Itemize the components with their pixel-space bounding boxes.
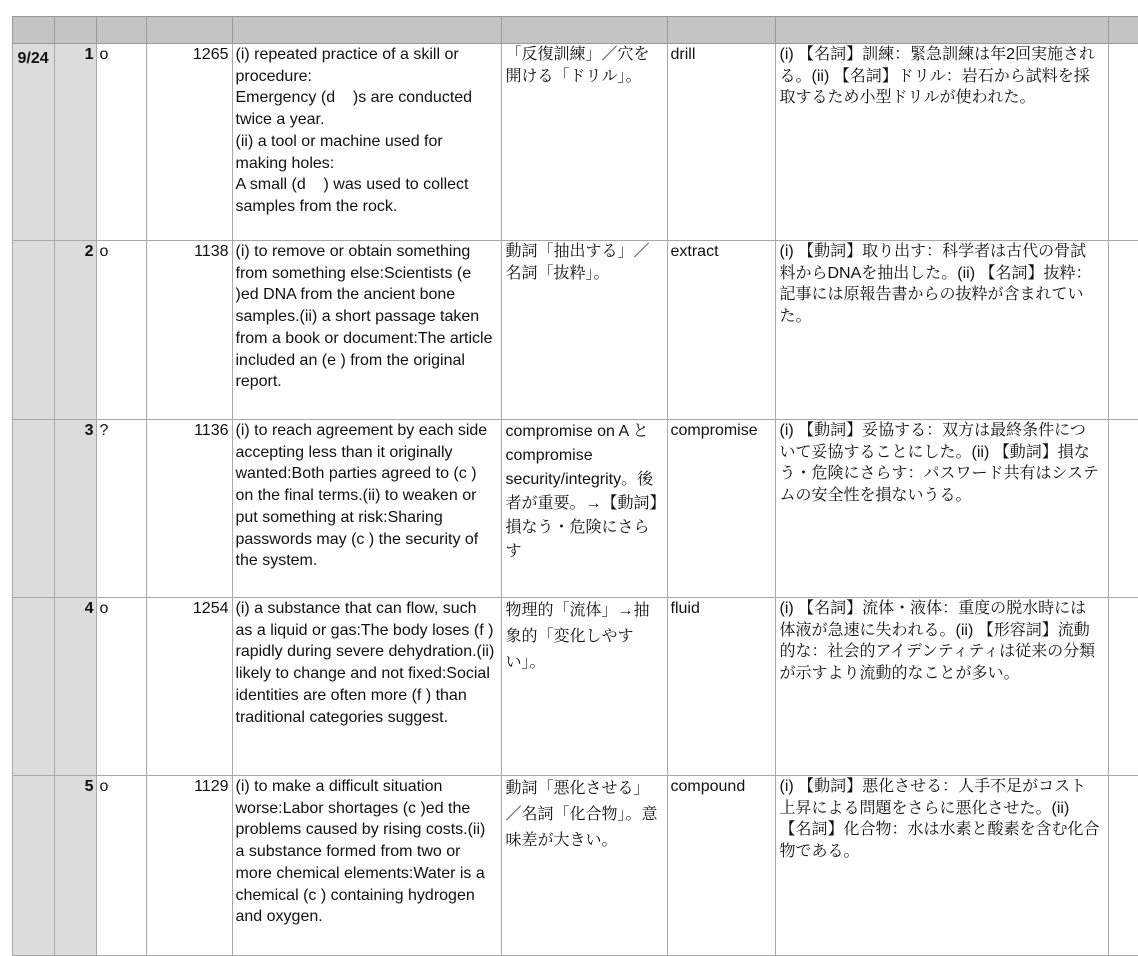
definition-cell[interactable]: (i) to remove or obtain something from something else:Scientists (e )ed DNA from the ancient bone samples.(ii) a short passage taken from a book or document:The article included an (e ) from the original report. (232, 241, 501, 420)
column-header[interactable] (54, 17, 96, 44)
empty-cell[interactable] (1108, 241, 1138, 420)
example-cell[interactable]: (i) 【動詞】悪化させる：人手不足がコスト上昇による問題をさらに悪化させた。(ii) 【名詞】化合物：水は水素と酸素を含む化合物である。 (775, 776, 1108, 956)
table-row (0, 776, 1138, 956)
example-cell[interactable]: (i) 【動詞】妥協する：双方は最終条件について妥協することにした。(ii) 【動詞】損なう・危険にさらす：パスワード共有はシステムの安全性を損ないうる。 (775, 420, 1108, 598)
id-cell[interactable]: 1129 (146, 776, 232, 956)
column-header[interactable] (12, 17, 54, 44)
column-header[interactable] (96, 17, 146, 44)
example-cell[interactable]: (i) 【動詞】取り出す：科学者は古代の骨試料からDNAを抽出した。(ii) 【名詞】抜粋：記事には原報告書からの抜粋が含まれていた。 (775, 241, 1108, 420)
column-header[interactable] (667, 17, 775, 44)
definition-cell[interactable]: (i) repeated practice of a skill or procedure: Emergency (d )s are conducted twice a year. (ii) a tool or machine used for making holes: A small (d ) was used to collect samples from the rock. (232, 44, 501, 241)
date-cell[interactable]: 9/24 (12, 44, 54, 241)
column-header[interactable] (146, 17, 232, 44)
word-cell[interactable]: compromise (667, 420, 775, 598)
column-header[interactable] (1108, 17, 1138, 44)
row-gutter (0, 420, 12, 598)
mark-cell[interactable]: o (96, 44, 146, 241)
id-cell[interactable]: 1254 (146, 598, 232, 776)
id-cell[interactable]: 1138 (146, 241, 232, 420)
number-cell[interactable]: 5 (54, 776, 96, 956)
column-header[interactable] (501, 17, 667, 44)
id-cell[interactable]: 1136 (146, 420, 232, 598)
mark-cell[interactable]: o (96, 776, 146, 956)
date-cell[interactable] (12, 241, 54, 420)
example-cell[interactable]: (i) 【名詞】流体・液体：重度の脱水時には体液が急速に失われる。(ii) 【形容詞】流動的な：社会的アイデンティティは従来の分類が示すより流動的なことが多い。 (775, 598, 1108, 776)
id-cell[interactable]: 1265 (146, 44, 232, 241)
row-gutter (0, 598, 12, 776)
empty-cell[interactable] (1108, 776, 1138, 956)
empty-cell[interactable] (1108, 598, 1138, 776)
definition-cell[interactable]: (i) to make a difficult situation worse:Labor shortages (c )ed the problems caused by rising costs.(ii) a substance formed from two or more chemical elements:Water is a chemical (c ) containing hydrogen and oxygen. (232, 776, 501, 956)
header-row (0, 17, 1138, 44)
note-cell[interactable]: 動詞「悪化させる」／名詞「化合物」。意味差が大きい。 (501, 776, 667, 956)
number-cell[interactable]: 2 (54, 241, 96, 420)
note-cell[interactable]: 「反復訓練」／穴を開ける「ドリル」。 (501, 44, 667, 241)
date-cell[interactable] (12, 420, 54, 598)
table-row (0, 241, 1138, 420)
mark-cell[interactable]: ? (96, 420, 146, 598)
note-cell[interactable]: compromise on A と compromise security/integrity。後者が重要。→【動詞】損なう・危険にさらす (501, 420, 667, 598)
date-cell[interactable] (12, 776, 54, 956)
mark-cell[interactable]: o (96, 241, 146, 420)
top-strip (0, 0, 1138, 16)
table-row (0, 44, 1138, 241)
column-header[interactable] (775, 17, 1108, 44)
empty-cell[interactable] (1108, 420, 1138, 598)
row-gutter (0, 44, 12, 241)
date-cell[interactable] (12, 598, 54, 776)
column-header[interactable] (232, 17, 501, 44)
row-gutter (0, 776, 12, 956)
definition-cell[interactable]: (i) a substance that can flow, such as a liquid or gas:The body loses (f ) rapidly during severe dehydration.(ii) likely to change and not fixed:Social identities are often more (f ) than traditional categories suggest. (232, 598, 501, 776)
note-cell[interactable]: 物理的「流体」→抽象的「変化しやすい」。 (501, 598, 667, 776)
definition-cell[interactable]: (i) to reach agreement by each side accepting less than it originally wanted:Both parties agreed to (c ) on the final terms.(ii) to weaken or put something at risk:Sharing passwords may (c ) the security of the system. (232, 420, 501, 598)
number-cell[interactable]: 3 (54, 420, 96, 598)
row-gutter (0, 17, 12, 44)
row-gutter (0, 241, 12, 420)
number-cell[interactable]: 1 (54, 44, 96, 241)
note-cell[interactable]: 動詞「抽出する」／名詞「抜粋」。 (501, 241, 667, 420)
table-row (0, 598, 1138, 776)
number-cell[interactable]: 4 (54, 598, 96, 776)
spreadsheet-table (0, 16, 1138, 956)
table-row (0, 420, 1138, 598)
example-cell[interactable]: (i) 【名詞】訓練：緊急訓練は年2回実施される。(ii) 【名詞】ドリル：岩石から試料を採取するため小型ドリルが使われた。 (775, 44, 1108, 241)
word-cell[interactable]: drill (667, 44, 775, 241)
word-cell[interactable]: compound (667, 776, 775, 956)
word-cell[interactable]: fluid (667, 598, 775, 776)
mark-cell[interactable]: o (96, 598, 146, 776)
empty-cell[interactable] (1108, 44, 1138, 241)
word-cell[interactable]: extract (667, 241, 775, 420)
